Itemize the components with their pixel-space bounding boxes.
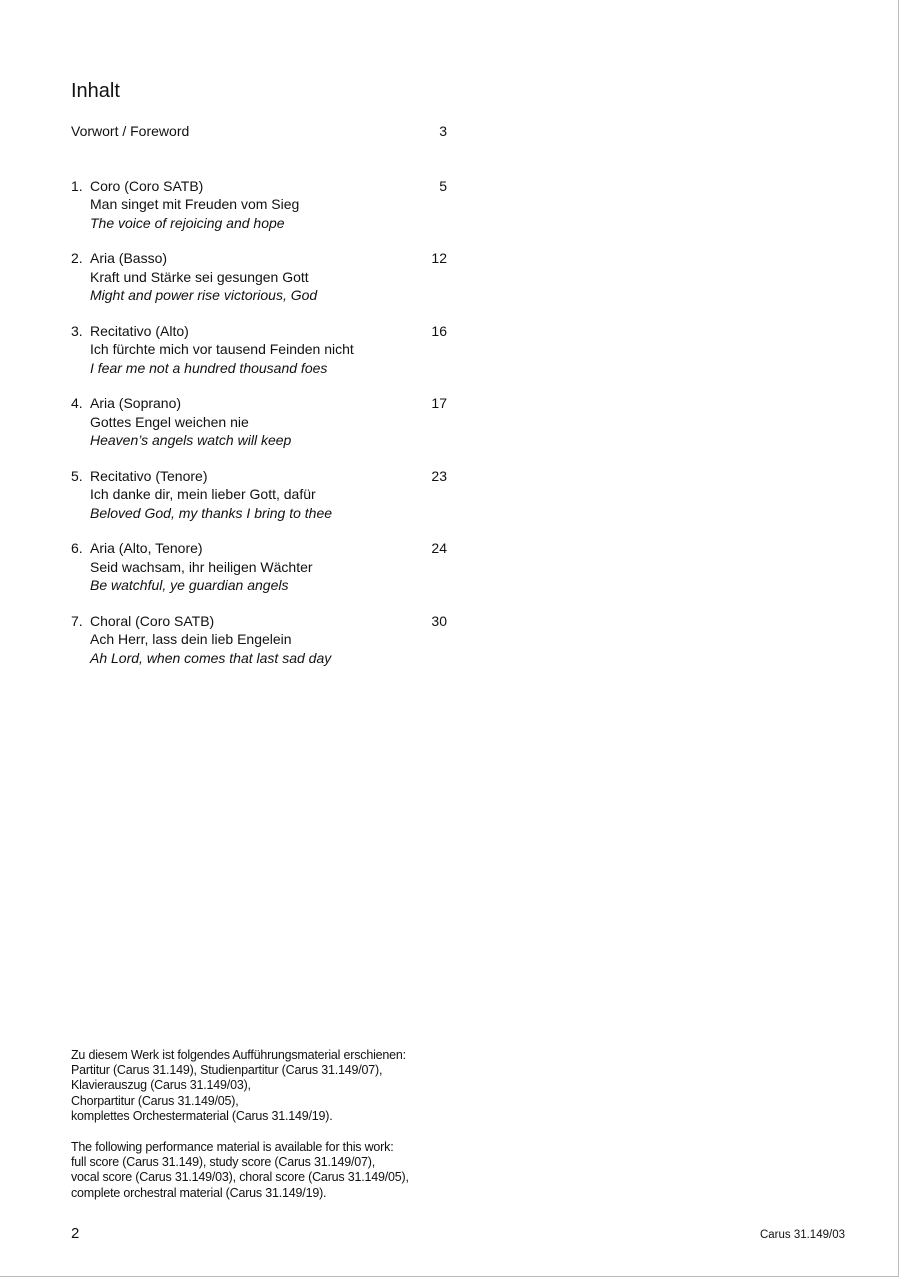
toc-entry-7[interactable] xyxy=(71,612,447,668)
entry-page: 5 xyxy=(439,177,447,194)
entry-english-title: The voice of rejoicing and hope xyxy=(90,214,285,231)
material-line: complete orchestral material (Carus 31.149/19). xyxy=(71,1185,327,1200)
entry-heading: Aria (Basso) xyxy=(90,250,168,266)
performance-material-german xyxy=(71,1048,406,1124)
entry-german-title: Ich fürchte mich vor tausend Feinden nicht xyxy=(90,341,354,357)
entry-heading: Aria (Alto, Tenore) xyxy=(90,540,203,556)
page-title: Inhalt xyxy=(71,80,120,102)
material-line: komplettes Orchestermaterial (Carus 31.149/19). xyxy=(71,1108,333,1123)
material-line: Zu diesem Werk ist folgendes Aufführungsmaterial erschienen: xyxy=(71,1048,406,1062)
entry-german-title: Ach Herr, lass dein lieb Engelein xyxy=(90,631,292,647)
entry-page: 12 xyxy=(431,250,447,266)
material-line: vocal score (Carus 31.149/03), choral score (Carus 31.149/05), xyxy=(71,1170,409,1185)
entry-english-title: Be watchful, ye guardian angels xyxy=(90,577,289,593)
entry-german-title: Ich danke dir, mein lieber Gott, dafür xyxy=(90,486,316,502)
entry-heading: Aria (Soprano) xyxy=(90,395,182,411)
foreword-label: Vorwort / Foreword xyxy=(71,123,190,139)
entry-page: 30 xyxy=(431,612,447,629)
entry-page: 16 xyxy=(431,322,447,339)
material-line: Chorpartitur (Carus 31.149/05), xyxy=(71,1093,239,1108)
entry-german-title: Kraft und Stärke sei gesungen Gott xyxy=(90,268,309,285)
entry-english-title: Beloved God, my thanks I bring to thee xyxy=(90,504,333,521)
toc-entry-1[interactable] xyxy=(71,177,447,233)
material-line: Partitur (Carus 31.149), Studienpartitur (Carus 31.149/07), xyxy=(71,1063,383,1078)
material-line: The following performance material is available for this work: xyxy=(71,1140,394,1154)
entry-german-title: Man singet mit Freuden vom Sieg xyxy=(90,196,300,212)
entry-english-title: Heaven’s angels watch will keep xyxy=(90,432,292,448)
toc-entry-3[interactable] xyxy=(71,322,447,378)
entry-page: 17 xyxy=(431,395,447,411)
entry-heading: Recitativo (Alto) xyxy=(90,322,189,339)
entry-number: 2. xyxy=(71,250,83,266)
entry-number: 3. xyxy=(71,322,83,339)
page-number: 2 xyxy=(71,1225,80,1242)
toc-entry-5[interactable] xyxy=(71,467,447,523)
toc-entry-6[interactable] xyxy=(71,539,447,595)
entry-heading: Recitativo (Tenore) xyxy=(90,467,208,484)
material-line: full score (Carus 31.149), study score (Carus 31.149/07), xyxy=(71,1155,376,1170)
entry-number: 1. xyxy=(71,177,83,194)
entry-english-title: I fear me not a hundred thousand foes xyxy=(90,359,328,376)
entry-english-title: Ah Lord, when comes that last sad day xyxy=(90,649,332,666)
table-of-contents xyxy=(71,122,447,684)
toc-entry-2[interactable] xyxy=(71,249,447,305)
performance-material-english xyxy=(71,1140,409,1201)
foreword-page: 3 xyxy=(439,123,447,139)
entry-number: 6. xyxy=(71,540,83,556)
entry-number: 4. xyxy=(71,395,83,411)
entry-german-title: Seid wachsam, ihr heiligen Wächter xyxy=(90,558,313,575)
entry-german-title: Gottes Engel weichen nie xyxy=(90,413,249,430)
entry-heading: Choral (Coro SATB) xyxy=(90,612,215,629)
entry-number: 5. xyxy=(71,467,83,484)
entry-number: 7. xyxy=(71,612,83,629)
catalog-number: Carus 31.149/03 xyxy=(759,1229,845,1241)
entry-page: 24 xyxy=(431,540,447,556)
entry-english-title: Might and power rise victorious, God xyxy=(90,287,318,303)
entry-heading: Coro (Coro SATB) xyxy=(90,177,204,194)
toc-entry-4[interactable] xyxy=(71,394,447,450)
entry-page: 23 xyxy=(431,467,447,484)
material-line: Klavierauszug (Carus 31.149/03), xyxy=(71,1078,251,1093)
toc-foreword[interactable] xyxy=(71,122,447,141)
